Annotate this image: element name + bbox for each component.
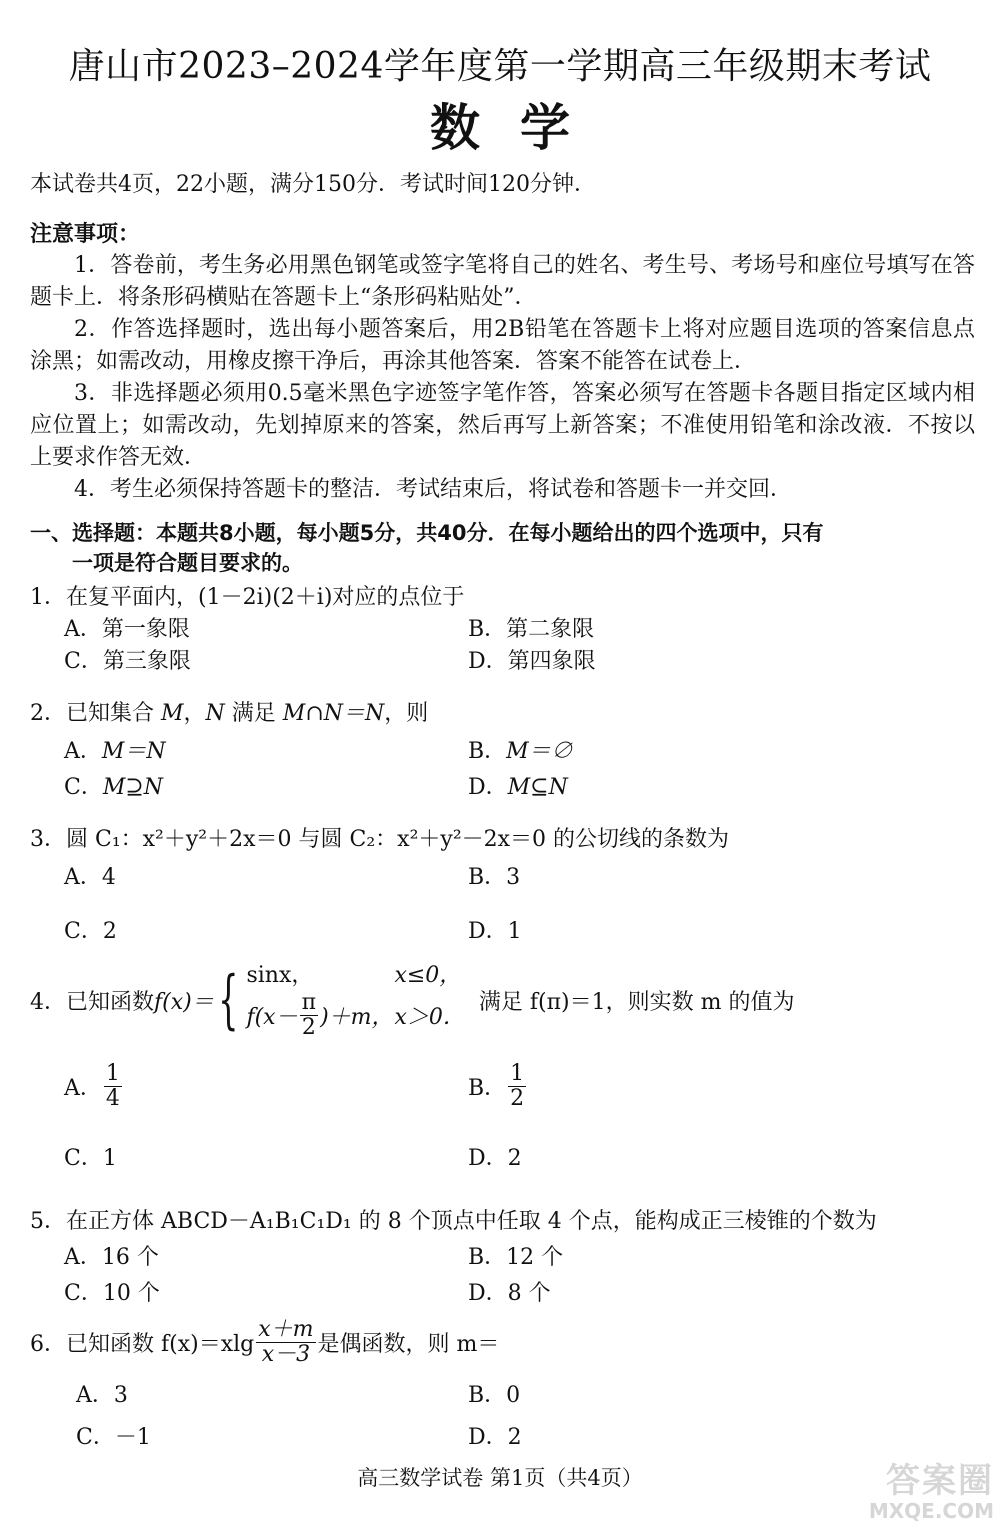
watermark-logo: [844, 1462, 994, 1526]
question-stem: 在复平面内，(1－2i)(2＋i)对应的点位于: [66, 585, 465, 610]
left-brace: {: [217, 963, 239, 1037]
question-stem-part: 已知集合: [66, 701, 161, 726]
fraction-denominator: 4: [105, 1086, 120, 1111]
function-name: f(x)＝: [154, 989, 214, 1015]
q4-option-b: [468, 1062, 528, 1111]
q3-option-d: D．1: [468, 919, 522, 944]
option-fraction: [104, 1062, 122, 1111]
notice-item-3: 3．非选择题必须用0.5毫米黑色字迹签字笔作答，答案必须写在答题卡各题目指定区域内相应位置上；如需改动，先划掉原来的答案，然后再写上新答案；不准使用铅笔和涂改液．不按以上要求作答无效．: [30, 381, 975, 470]
option-letter: D．: [468, 775, 508, 800]
section-heading-line1: 一、选择题：本题共8小题，每小题5分，共40分．在每小题给出的四个选项中，只有: [30, 521, 824, 545]
question-stem-part: 满足: [224, 701, 283, 726]
question-stem-part: 已知函数 f(x)＝xlg: [66, 1331, 255, 1357]
q5-option-a: A．16 个: [64, 1245, 159, 1270]
fraction-numerator: 1: [105, 1061, 120, 1086]
q4-option-d: D．2: [468, 1146, 522, 1171]
question-2: [30, 696, 428, 727]
question-stem-part: ，则: [384, 701, 429, 726]
subject-title: 数学: [430, 98, 610, 157]
q5-option-c: C．10 个: [64, 1281, 160, 1306]
question-number: 3．: [30, 827, 66, 852]
fraction-denominator: 2: [510, 1086, 525, 1111]
q4-option-a: [64, 1062, 124, 1111]
fraction-numerator: 1: [510, 1061, 525, 1086]
question-number: 6．: [30, 1331, 66, 1357]
fraction-numerator: x＋m: [258, 1316, 314, 1342]
option-fraction: [508, 1062, 526, 1111]
option-letter: B．: [468, 1076, 507, 1101]
option-text: M⊆N: [507, 775, 568, 800]
option-letter: C．: [64, 775, 103, 800]
question-number: 2．: [30, 701, 66, 726]
case-2: [246, 988, 464, 1042]
q1-option-b: B．第二象限: [468, 617, 595, 642]
question-6: [30, 1314, 499, 1370]
option-letter: A．: [64, 1076, 102, 1101]
question-number: 5．: [30, 1209, 66, 1234]
set-m: M: [161, 701, 184, 726]
question-3: [30, 822, 729, 853]
q6-option-d: D．2: [468, 1425, 522, 1450]
q1-option-a: A．第一象限: [64, 617, 190, 642]
exam-title: 唐山市2023–2024学年度第一学期高三年级期末考试: [68, 46, 932, 87]
case-2-suffix: )＋m，: [320, 1004, 394, 1030]
question-1: [30, 580, 464, 611]
pi-over-2-fraction: [300, 991, 318, 1040]
question-stem: 圆 C₁：x²＋y²＋2x＝0 与圆 C₂：x²＋y²－2x＝0 的公切线的条数为: [66, 827, 730, 852]
notice-item-1: 1．答卷前，考生务必用黑色钢笔或签字笔将自己的姓名、考生号、考场号和座位号填写在答题卡上．将条形码横贴在答题卡上“条形码粘贴处”．: [30, 253, 975, 310]
q1-option-c: C．第三象限: [64, 649, 191, 674]
q5-option-d: D．8 个: [468, 1281, 551, 1306]
question-stem-part: 已知函数: [66, 989, 155, 1015]
q3-option-b: B．3: [468, 865, 521, 890]
set-expression: M∩N＝N: [282, 701, 385, 726]
fraction-denominator: 2: [301, 1014, 316, 1040]
q6-option-c: C．－1: [76, 1425, 151, 1450]
q2-option-a: [64, 734, 166, 765]
notice-heading: 注意事项：: [30, 222, 141, 247]
fraction-denominator: x－3: [261, 1341, 311, 1367]
case-1-expression: sinx，: [246, 962, 314, 988]
option-text: M＝N: [101, 739, 166, 764]
q6-option-a: A．3: [76, 1383, 128, 1408]
q2-option-b: [468, 734, 573, 765]
question-stem-part: 是偶函数，则 m＝: [317, 1331, 500, 1357]
piecewise-cases: [246, 958, 464, 1042]
section-heading-line2: 一项是符合题目要求的。: [72, 551, 303, 575]
case-2-condition: x＞0．: [394, 1004, 465, 1030]
notice-item-2: 2．作答选择题时，选出每小题答案后，用2B铅笔在答题卡上将对应题目选项的答案信息点涂黑；如需改动，用橡皮擦干净后，再涂其他答案．答案不能答在试卷上．: [30, 317, 975, 374]
q2-option-c: [64, 770, 163, 801]
q5-option-b: B．12 个: [468, 1245, 564, 1270]
q6-option-b: B．0: [468, 1383, 521, 1408]
option-letter: B．: [468, 739, 507, 764]
watermark-top: 答案圈: [886, 1461, 994, 1501]
watermark-bottom: MXQE.COM: [868, 1499, 994, 1523]
notice-item-4: 4．考生必须保持答题卡的整洁．考试结束后，将试卷和答题卡一并交回．: [74, 477, 792, 502]
option-text: M⊇N: [102, 775, 164, 800]
question-stem-part: 满足 f(π)＝1，则实数 m 的值为: [478, 989, 795, 1015]
question-4: [30, 958, 794, 1042]
page-footer: 高三数学试卷 第1页（共4页）: [357, 1466, 643, 1490]
question-number: 4．: [30, 989, 66, 1015]
set-n: N: [205, 701, 225, 726]
case-2-expression: [246, 991, 394, 1040]
separator: ，: [183, 701, 206, 726]
q4-option-c: C．1: [64, 1146, 117, 1171]
option-text: M＝∅: [506, 739, 573, 764]
case-1: [246, 958, 464, 988]
fraction-numerator: π: [301, 989, 317, 1015]
log-fraction: [256, 1318, 315, 1367]
q3-option-a: A．4: [64, 865, 116, 890]
case-1-condition: x≤0，: [394, 962, 462, 988]
option-letter: A．: [64, 739, 102, 764]
question-number: 1．: [30, 585, 66, 610]
q3-option-c: C．2: [64, 919, 117, 944]
question-5: [30, 1204, 877, 1235]
case-2-prefix: f(x－: [246, 1004, 298, 1030]
q1-option-d: D．第四象限: [468, 649, 596, 674]
question-stem: 在正方体 ABCD－A₁B₁C₁D₁ 的 8 个顶点中任取 4 个点，能构成正三棱锥的个数为: [66, 1209, 877, 1234]
exam-intro: 本试卷共4页，22小题，满分150分．考试时间120分钟．: [30, 172, 596, 197]
q2-option-d: [468, 770, 568, 801]
